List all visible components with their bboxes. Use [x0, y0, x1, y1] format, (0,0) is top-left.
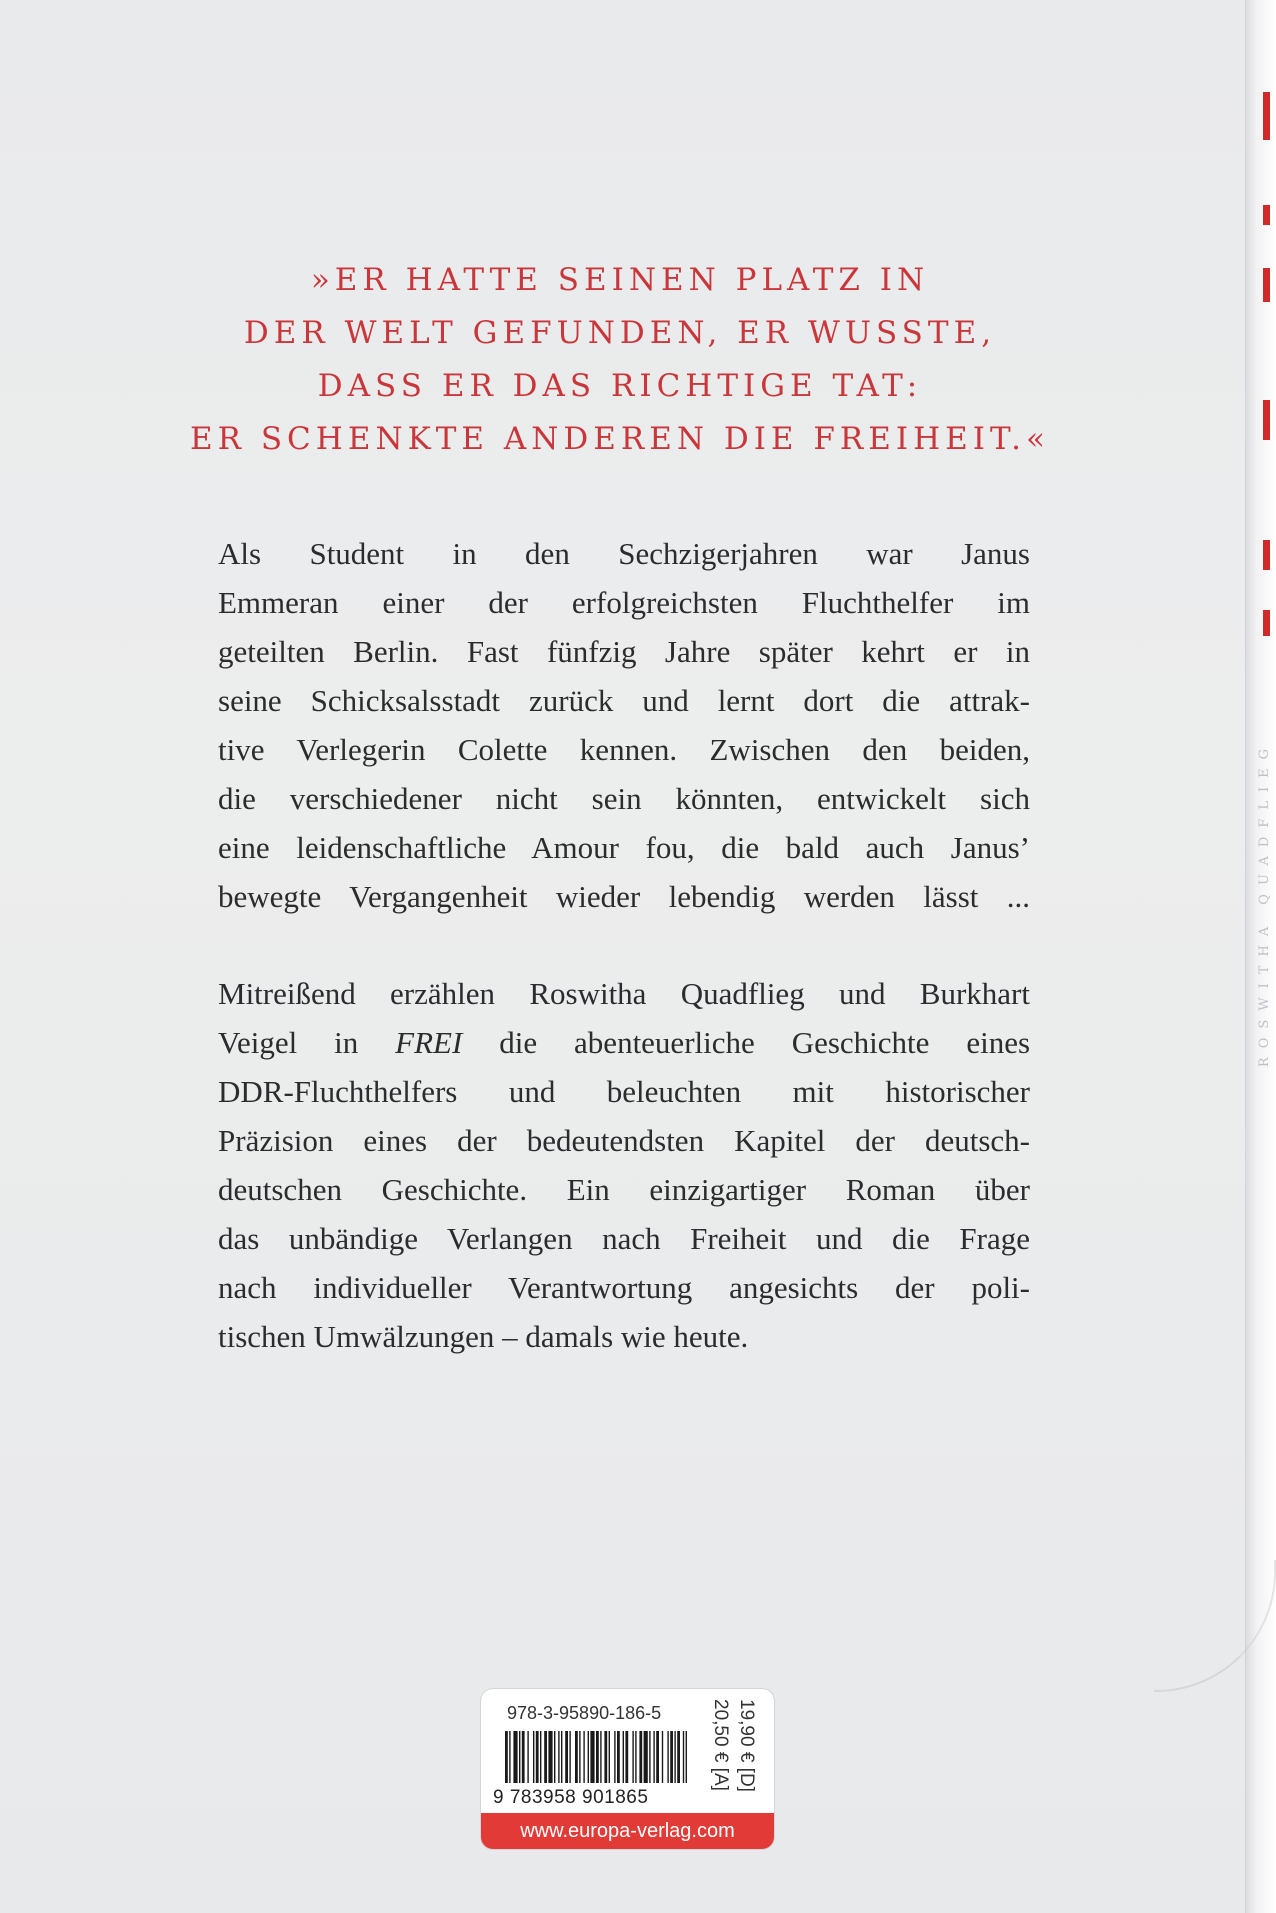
barcode-bar: [635, 1731, 636, 1783]
price-austria: 20,50 € [A]: [710, 1699, 731, 1791]
blurb-line: seine Schicksalsstadt zurück und lernt dort die attrak-: [218, 683, 1030, 718]
barcode-bar: [579, 1731, 580, 1783]
barcode-bar: [588, 1731, 589, 1783]
barcode-bar: [548, 1731, 552, 1783]
barcode-bar: [558, 1731, 559, 1783]
barcode-bar: [540, 1731, 541, 1783]
barcode-bar: [544, 1731, 547, 1783]
barcode-bar: [617, 1731, 620, 1783]
blurb-line: Als Student in den Sechzigerjahren war Janus: [218, 536, 1030, 571]
barcode-bar: [509, 1731, 510, 1783]
barcode-bar: [639, 1731, 642, 1783]
price-germany: 19,90 € [D]: [736, 1699, 757, 1792]
quote-line: DASS ER DAS RICHTIGE TAT:: [317, 368, 923, 404]
spine-red-mark: [1263, 205, 1270, 225]
spine-red-mark: [1263, 92, 1270, 140]
barcode-bar: [569, 1731, 570, 1783]
barcode-bar: [644, 1731, 648, 1783]
barcode-bar: [623, 1731, 624, 1783]
price-block: [707, 1699, 759, 1815]
barcode-bar: [533, 1731, 534, 1783]
barcode-bar: [522, 1731, 525, 1783]
barcode-bar: [609, 1731, 610, 1783]
spine-red-mark: [1263, 540, 1270, 570]
blurb-line: DDR-Fluchthelfers und beleuchten mit historischer: [218, 1074, 1030, 1109]
publisher-url[interactable]: www.europa-verlag.com: [481, 1813, 774, 1849]
ean-digits: 9 783958 901865: [493, 1787, 649, 1808]
quote-line: »ER HATTE SEINEN PLATZ IN: [310, 262, 930, 298]
blurb-text: die abenteuerliche Geschichte eines: [499, 1025, 1031, 1060]
barcode-bar: [600, 1731, 601, 1783]
barcode-bar: [590, 1731, 594, 1783]
blurb-paragraph-2: [218, 969, 1030, 1361]
blurb-line: die verschiedener nicht sein könnten, entwickelt sich: [218, 781, 1030, 816]
blurb-line-with-title: [218, 1018, 1030, 1067]
barcode-bar: [575, 1731, 578, 1783]
spine-red-mark: [1263, 400, 1270, 440]
barcode-bar: [519, 1731, 520, 1783]
barcode-bar: [561, 1731, 562, 1783]
barcode-bar: [513, 1731, 517, 1783]
barcode-bar: [625, 1731, 628, 1783]
blurb-line: Präzision eines der bedeutendsten Kapitel der deutsch-: [218, 1123, 1030, 1158]
blurb-text: Veigel in: [218, 1025, 359, 1060]
blurb-line: deutschen Geschichte. Ein einzigartiger Roman über: [218, 1172, 1030, 1207]
cover-quote: [160, 254, 1080, 466]
barcode-bar: [656, 1731, 659, 1783]
barcode-bar: [674, 1731, 675, 1783]
barcode-bar: [653, 1731, 654, 1783]
blurb-line: nach individueller Verantwortung angesichts der poli-: [218, 1270, 1030, 1305]
quote-line: DER WELT GEFUNDEN, ER WUSSTE,: [243, 315, 997, 351]
barcode-bar: [683, 1731, 684, 1783]
isbn-number: 978-3-95890-186-5: [507, 1703, 662, 1723]
book-title-italic: FREI: [395, 1025, 463, 1060]
barcode-bar: [583, 1731, 584, 1783]
barcode-bar: [527, 1731, 528, 1783]
barcode-bar: [632, 1731, 633, 1783]
blurb-line: das unbändige Verlangen nach Freiheit und die Frage: [218, 1221, 1030, 1256]
blurb-line: Mitreißend erzählen Roswitha Quadflieg und Burkhart: [218, 976, 1030, 1011]
spine-red-mark: [1263, 268, 1270, 302]
barcode-bar: [614, 1731, 615, 1783]
spine-red-mark: [1263, 610, 1270, 636]
barcode-bar: [596, 1731, 599, 1783]
barcode-bar: [667, 1731, 668, 1783]
barcode-bar: [604, 1731, 607, 1783]
barcode-bar: [686, 1731, 687, 1783]
barcode-sticker: [481, 1689, 774, 1849]
blurb-line: tischen Umwälzungen – damals wie heute.: [218, 1319, 749, 1354]
barcode-bar: [536, 1731, 539, 1783]
blurb-line: bewegte Vergangenheit wieder lebendig werden lässt ...: [218, 879, 1030, 914]
blurb-line: tive Verlegerin Colette kennen. Zwischen den beiden,: [218, 732, 1030, 767]
barcode-bars: [505, 1731, 687, 1783]
barcode-bar: [565, 1731, 568, 1783]
blurb-line: geteilten Berlin. Fast fünfzig Jahre später kehrt er in: [218, 634, 1030, 669]
blurb-line: Emmeran einer der erfolgreichsten Fluchthelfer im: [218, 585, 1030, 620]
spine-author-text: ROSWITHA QUADFLIEG: [1257, 740, 1272, 1068]
blurb-line: eine leidenschaftliche Amour fou, die bald auch Janus’: [218, 830, 1030, 865]
barcode-bar: [670, 1731, 673, 1783]
barcode-bar: [505, 1731, 508, 1783]
quote-line: ER SCHENKTE ANDEREN DIE FREIHEIT.«: [190, 421, 1050, 457]
barcode-bar: [662, 1731, 663, 1783]
barcode-bar: [677, 1731, 680, 1783]
blurb-paragraph-1: [218, 529, 1030, 921]
barcode-bar: [554, 1731, 555, 1783]
barcode-bar: [649, 1731, 650, 1783]
